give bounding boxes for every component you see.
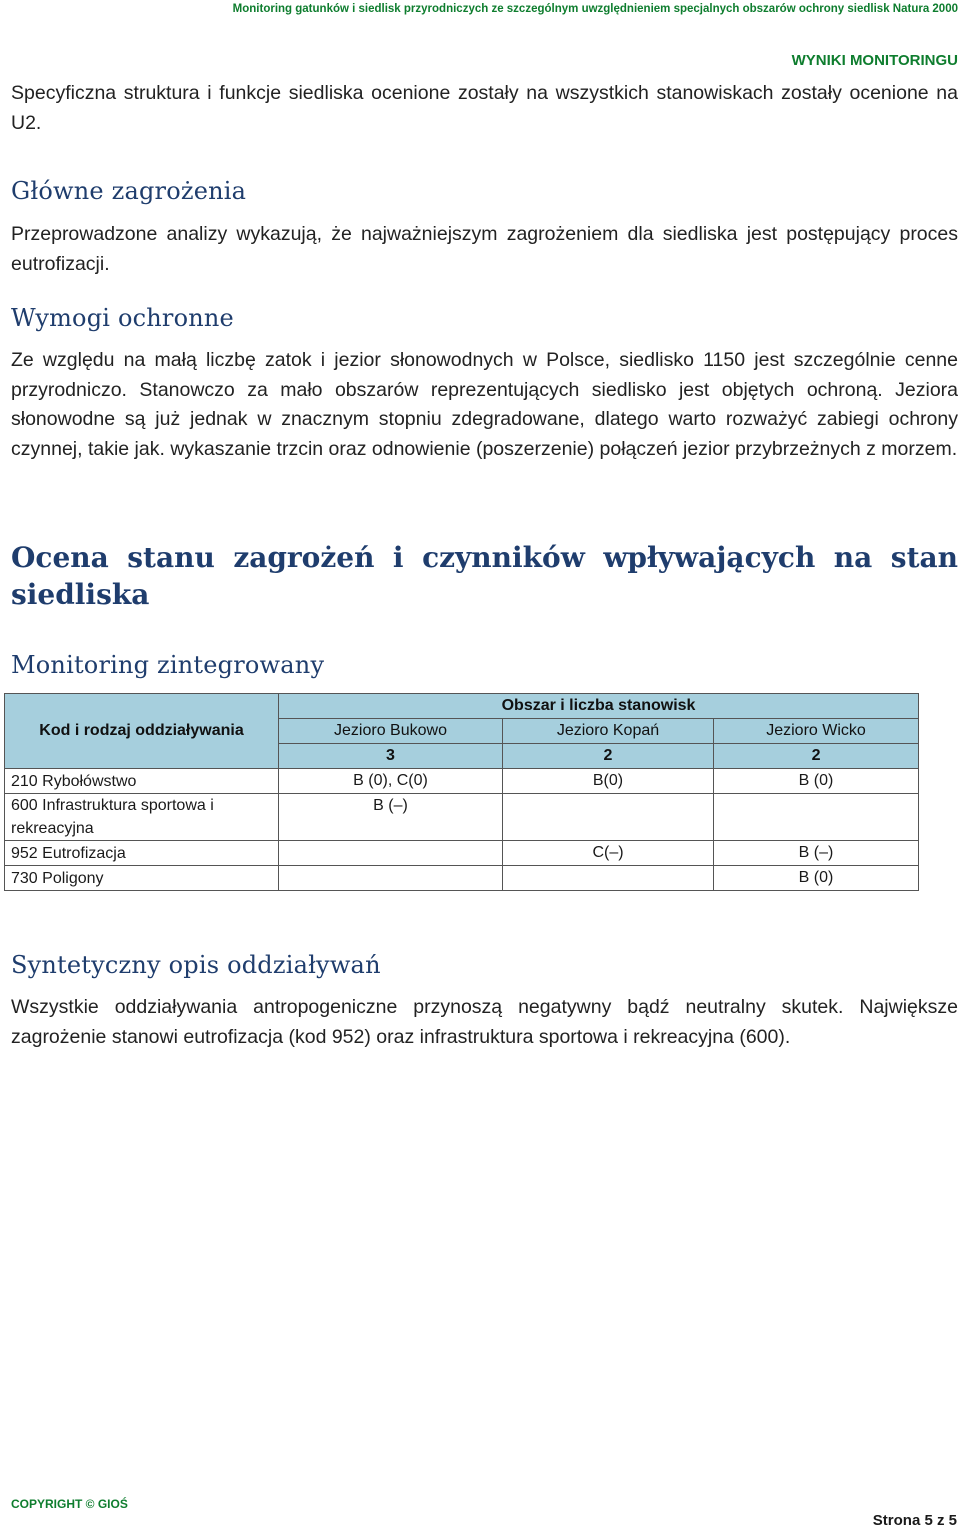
threats-heading: Główne zagrożenia bbox=[11, 177, 247, 205]
threats-paragraph: Przeprowadzone analizy wykazują, że najważniejszym zagrożeniem dla siedliska jest postępujący proces eutrofizacji. bbox=[11, 223, 958, 275]
table-row bbox=[5, 794, 919, 841]
impact-value: B(0) bbox=[503, 769, 714, 794]
station-count: 3 bbox=[279, 744, 503, 769]
lake-header: Jezioro Wicko bbox=[714, 719, 919, 744]
impact-value bbox=[503, 794, 714, 841]
intro-paragraph: Specyficzna struktura i funkcje siedliska ocenione zostały na wszystkich stanowiskach zostały ocenione na U2. bbox=[11, 82, 958, 134]
impact-value bbox=[279, 866, 503, 891]
impact-value: B (0) bbox=[714, 769, 919, 794]
protection-heading: Wymogi ochronne bbox=[11, 304, 234, 332]
station-count: 2 bbox=[714, 744, 919, 769]
impact-value bbox=[503, 866, 714, 891]
impact-label: 730 Poligony bbox=[5, 866, 279, 891]
assessment-heading-line1: Ocena stanu zagrożeń i czynników wpływających na stan bbox=[11, 541, 958, 574]
assessment-heading-line2: siedliska bbox=[11, 578, 150, 611]
synthesis-paragraph: Wszystkie oddziaływania antropogeniczne przynoszą negatywny bądź neutralny skutek. Największe zagrożenie stanowi eutrofizacja (kod 952) oraz infrastruktura sportowa i rekreacyjna (600). bbox=[11, 996, 958, 1048]
document-header-title: Monitoring gatunków i siedlisk przyrodniczych ze szczególnym uwzględnieniem specjalnych obszarów ochrony siedlisk Natura 2000 bbox=[232, 3, 958, 15]
impact-label: 210 Rybołówstwo bbox=[5, 769, 279, 794]
impact-value bbox=[714, 794, 919, 841]
impact-label: 952 Eutrofizacja bbox=[5, 841, 279, 866]
page-number: Strona 5 z 5 bbox=[872, 1512, 957, 1529]
synthesis-heading: Syntetyczny opis oddziaływań bbox=[11, 951, 381, 979]
station-count: 2 bbox=[503, 744, 714, 769]
assessment-heading bbox=[11, 539, 958, 613]
section-label: WYNIKI MONITORINGU bbox=[791, 52, 958, 69]
protection-paragraph: Ze względu na małą liczbę zatok i jezior słonowodnych w Polsce, siedlisko 1150 jest szczególnie cenne przyrodniczo. Stanowczo za mało obszarów reprezentujących siedlisko jest objętych ochroną. Jeziora słonowodne są już jednak w znacznym stopniu zdegradowane, dlatego warto rozważyć zabiegi ochrony czynnej, takie jak. wykaszanie trzcin oraz odnowienie (poszerzenie) połączeń jezior przybrzeżnych z morzem. bbox=[11, 349, 958, 460]
lake-header: Jezioro Bukowo bbox=[279, 719, 503, 744]
copyright-footer: COPYRIGHT © GIOŚ bbox=[11, 1497, 128, 1511]
table-row bbox=[5, 841, 919, 866]
impact-value: B (0), C(0) bbox=[279, 769, 503, 794]
table-row bbox=[5, 769, 919, 794]
impact-value: B (0) bbox=[714, 866, 919, 891]
impact-value bbox=[279, 841, 503, 866]
impact-value: B (–) bbox=[714, 841, 919, 866]
impact-label: 600 Infrastruktura sportowa i rekreacyjna bbox=[5, 794, 279, 841]
impact-column-header: Kod i rodzaj oddziaływania bbox=[5, 694, 279, 769]
impact-value: C(–) bbox=[503, 841, 714, 866]
table-row bbox=[5, 866, 919, 891]
integrated-monitoring-heading: Monitoring zintegrowany bbox=[11, 651, 325, 679]
impact-value: B (–) bbox=[279, 794, 503, 841]
area-group-header: Obszar i liczba stanowisk bbox=[279, 694, 919, 719]
impacts-table bbox=[4, 693, 919, 891]
lake-header: Jezioro Kopań bbox=[503, 719, 714, 744]
